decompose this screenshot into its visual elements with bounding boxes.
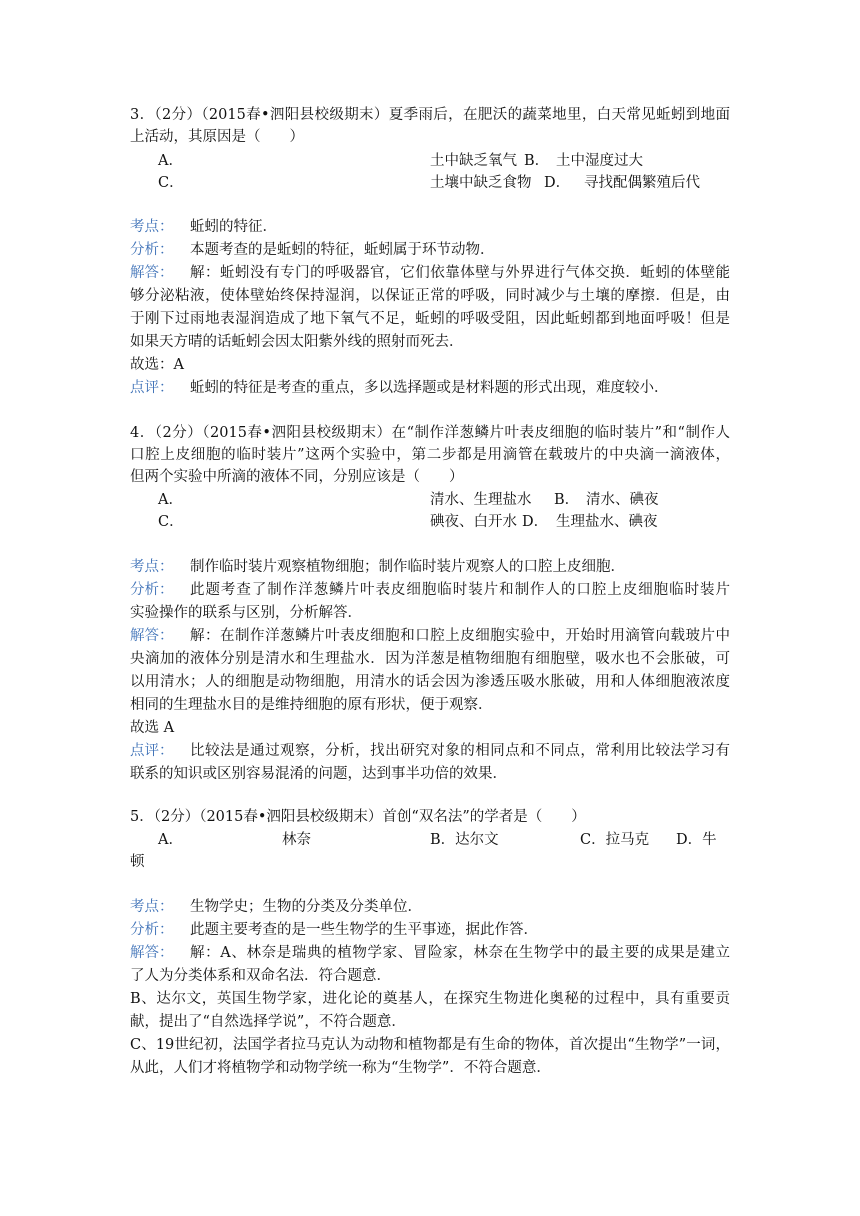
q4-fenxi-line-1: 此题考查了制作洋葱鳞片叶表皮细胞临时装片和制作人的口腔上皮细胞临时装片: [190, 582, 730, 598]
q3-jieda-line-3: 于刚下过雨地表湿润造成了地下氧气不足，蚯蚓的呼吸受阻，因此蚯蚓都到地面呼吸！但是: [130, 311, 730, 327]
q4-jieda-line-4: 相同的生理盐水目的是维持细胞的原有形状，便于观察．: [130, 697, 493, 713]
q5-kaodian-label: 考点：: [130, 899, 174, 915]
q5-jieda-line-5: C、19世纪初，法国学者拉马克认为动物和植物都是有生命的物体，首次提出“生物学”一词，: [130, 1037, 730, 1053]
q4-stem-line-1: 4．（2分）（2015春•泗阳县校级期末）在“制作洋葱鳞片叶表皮细胞的临时装片”和“制作人: [130, 425, 730, 441]
q3-fenxi: 本题考查的是蚯蚓的特征，蚯蚓属于环节动物．: [190, 242, 495, 258]
q5-option-d: D．牛: [676, 832, 717, 848]
q4-option-c-letter: C．: [158, 514, 184, 530]
q4-fenxi-line-2: 实验操作的联系与区别，分析解答．: [130, 605, 362, 621]
q3-dianping: 蚯蚓的特征是考查的重点，多以选择题或是材料题的形式出现，难度较小．: [190, 380, 669, 396]
q3-stem-line-1: 3．（2分）（2015春•泗阳县校级期末）夏季雨后，在肥沃的蔬菜地里，白天常见蚯蚓到地面: [130, 107, 730, 123]
q4-option-a-letter: A．: [158, 492, 183, 508]
q5-jieda-label: 解答：: [130, 945, 174, 961]
q3-option-b: 土中湿度过大: [556, 153, 643, 169]
q4-kaodian: 制作临时装片观察植物细胞；制作临时装片观察人的口腔上皮细胞．: [190, 559, 625, 575]
q5-jieda-line-2: 了人为分类体系和双命名法．符合题意．: [130, 968, 391, 984]
q3-option-a-letter: A．: [158, 153, 183, 169]
q4-jieda-label: 解答：: [130, 628, 174, 644]
q4-kaodian-label: 考点：: [130, 559, 174, 575]
q3-stem-line-2: 上活动，其原因是（ ）: [130, 129, 304, 145]
q4-fenxi-label: 分析：: [130, 582, 174, 598]
q3-jieda-label: 解答：: [130, 265, 174, 281]
q4-dianping-label: 点评：: [130, 743, 174, 759]
q3-kaodian: 蚯蚓的特征．: [190, 219, 277, 235]
q3-jieda-line-4: 如果天方晴的话蚯蚓会因太阳紫外线的照射而死去．: [130, 334, 464, 350]
q5-jieda-line-1: 解：A、林奈是瑞典的植物学家、冒险家，林奈在生物学中的最主要的成果是建立: [190, 945, 730, 961]
q5-option-b: B．达尔文: [430, 832, 499, 848]
q5-option-c: C．拉马克: [580, 832, 650, 848]
q5-stem-line-1: 5．（2分）（2015春•泗阳县校级期末）首创“双名法”的学者是（ ）: [130, 809, 586, 825]
q4-stem-line-3: 但两个实验中所滴的液体不同，分别应该是（ ）: [130, 469, 464, 485]
q3-option-d: 寻找配偶繁殖后代: [584, 175, 700, 191]
q4-stem-line-2: 口腔上皮细胞的临时装片”这两个实验中，第二步都是用滴管在载玻片的中央滴一滴液体，: [130, 447, 730, 463]
q3-option-b-letter: B．: [524, 153, 550, 169]
q5-kaodian: 生物学史；生物的分类及分类单位．: [190, 899, 422, 915]
q4-option-d: 生理盐水、碘夜: [556, 514, 658, 530]
q5-option-a: 林奈: [282, 832, 311, 848]
q3-answer: 故选：A: [130, 357, 184, 373]
q5-option-a-letter: A．: [158, 832, 183, 848]
q3-option-d-letter: D．: [544, 175, 571, 191]
q3-jieda-line-1: 解：蚯蚓没有专门的呼吸器官，它们依靠体壁与外界进行气体交换．蚯蚓的体壁能: [190, 265, 730, 281]
q3-fenxi-label: 分析：: [130, 242, 174, 258]
q3-dianping-label: 点评：: [130, 380, 174, 396]
q3-kaodian-label: 考点：: [130, 219, 174, 235]
q4-answer: 故选 A: [130, 720, 175, 736]
q4-option-c: 碘夜、白开水: [430, 514, 517, 530]
q4-jieda-line-3: 以用清水；人的细胞是动物细胞，用清水的话会因为渗透压吸水胀破，用和人体细胞液浓度: [130, 674, 730, 690]
q5-fenxi-label: 分析：: [130, 922, 174, 938]
q3-option-c: 土壤中缺乏食物: [430, 175, 532, 191]
q4-jieda-line-1: 解：在制作洋葱鳞片叶表皮细胞和口腔上皮细胞实验中，开始时用滴管向载玻片中: [190, 628, 730, 644]
q4-option-a: 清水、生理盐水: [430, 492, 532, 508]
q3-option-a: 土中缺乏氧气: [430, 153, 517, 169]
q3-option-c-letter: C．: [158, 175, 184, 191]
q4-dianping-line-2: 联系的知识或区别容易混淆的问题，达到事半功倍的效果．: [130, 766, 507, 782]
q4-option-b: 清水、碘夜: [586, 492, 659, 508]
q4-option-d-letter: D．: [522, 514, 549, 530]
q4-jieda-line-2: 央滴加的液体分别是清水和生理盐水．因为洋葱是植物细胞有细胞壁，吸水也不会胀破，可: [130, 651, 730, 667]
q4-option-b-letter: B．: [554, 492, 580, 508]
q5-jieda-line-3: B、达尔文，英国生物学家，进化论的奠基人，在探究生物进化奥秘的过程中，具有重要贡: [130, 991, 730, 1007]
q5-jieda-line-6: 从此，人们才将植物学和动物学统一称为“生物学”．不符合题意．: [130, 1060, 551, 1076]
q5-jieda-line-4: 献，提出了“自然选择学说”，不符合题意．: [130, 1014, 406, 1030]
q4-dianping-line-1: 比较法是通过观察，分析，找出研究对象的相同点和不同点，常利用比较法学习有: [190, 743, 730, 759]
q5-fenxi: 此题主要考查的是一些生物学的生平事迹，据此作答．: [190, 922, 538, 938]
q5-option-d-wrap: 顿: [130, 854, 145, 870]
q3-jieda-line-2: 够分泌粘液，使体壁始终保持湿润，以保证正常的呼吸，同时减少与土壤的摩擦．但是，由: [130, 288, 730, 304]
